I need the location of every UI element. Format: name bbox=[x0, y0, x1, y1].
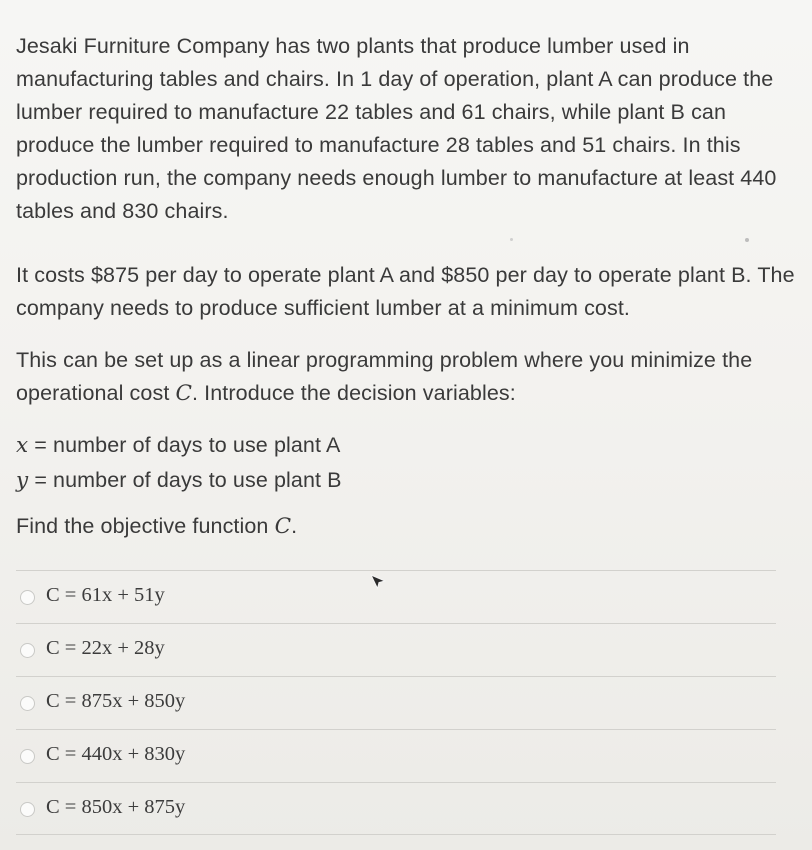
answer-option[interactable] bbox=[16, 570, 776, 623]
answer-option[interactable] bbox=[16, 729, 776, 782]
problem-intro: Jesaki Furniture Company has two plants that produce lumber used in manufacturing tables and chairs. In 1 day of operation, plant A can produce the lumber required to manufacture 22 tables and 61 chairs, while plant B can produce the lumber required to manufacture 28 tables and 51 chairs. In this production run, the company needs enough lumber to manufacture at least 440 tables and 830 chairs. bbox=[16, 34, 777, 223]
answer-option-label[interactable]: C = 61x + 51y bbox=[46, 584, 165, 606]
decision-variables bbox=[16, 428, 802, 498]
screen-speck-icon bbox=[745, 238, 749, 242]
answer-option-label[interactable]: C = 440x + 830y bbox=[46, 743, 186, 765]
radio-button[interactable] bbox=[20, 696, 35, 711]
answer-options bbox=[0, 570, 812, 835]
variable-symbol: y bbox=[16, 468, 29, 493]
answer-option-label[interactable]: C = 22x + 28y bbox=[46, 637, 165, 659]
screen-speck-icon bbox=[510, 238, 513, 241]
prompt-suffix: . bbox=[291, 514, 298, 538]
radio-button[interactable] bbox=[20, 802, 35, 817]
mouse-pointer-icon bbox=[368, 572, 388, 592]
setup-variable: C bbox=[175, 381, 193, 406]
variable-y bbox=[16, 463, 802, 498]
answer-option[interactable] bbox=[16, 623, 776, 676]
setup-suffix: . Introduce the decision variables: bbox=[192, 381, 516, 405]
answer-option-label[interactable]: C = 875x + 850y bbox=[46, 690, 186, 712]
variable-x bbox=[16, 428, 802, 463]
answer-option[interactable] bbox=[16, 782, 776, 835]
variable-definition: = number of days to use plant B bbox=[28, 468, 342, 492]
answer-option-label[interactable]: C = 850x + 875y bbox=[46, 796, 186, 818]
radio-button[interactable] bbox=[20, 590, 35, 605]
variable-symbol: x bbox=[16, 433, 29, 458]
variable-definition: = number of days to use plant A bbox=[28, 433, 341, 457]
question-text bbox=[16, 30, 802, 543]
answer-option[interactable] bbox=[16, 676, 776, 729]
setup-prefix: This can be set up as a linear programming problem where you minimize the operational cost bbox=[16, 348, 753, 405]
problem-setup bbox=[16, 344, 802, 410]
prompt-variable: C bbox=[274, 514, 292, 539]
problem-cost: It costs $875 per day to operate plant A and $850 per day to operate plant B. The company needs to produce sufficient lumber at a minimum cost. bbox=[16, 263, 795, 320]
radio-button[interactable] bbox=[20, 749, 35, 764]
question-prompt bbox=[16, 510, 802, 543]
prompt-prefix: Find the objective function bbox=[16, 514, 275, 538]
radio-button[interactable] bbox=[20, 643, 35, 658]
